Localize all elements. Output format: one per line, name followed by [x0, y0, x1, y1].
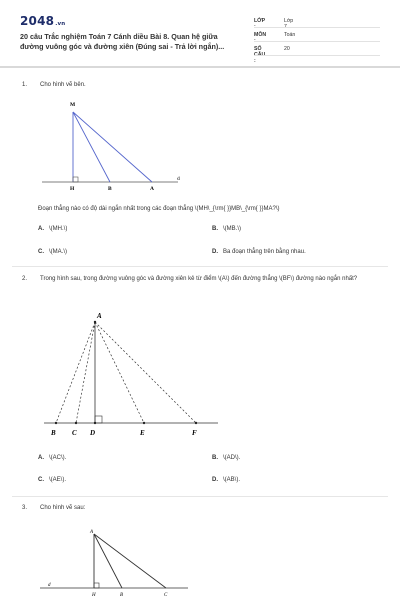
option-text: \(MB.\)	[223, 226, 241, 232]
point-label-b: B	[120, 593, 124, 598]
logo-suffix: .vn	[55, 21, 66, 27]
option-letter: A.	[38, 455, 44, 461]
segment-ae	[95, 322, 144, 423]
point-label-e: E	[140, 429, 145, 437]
question-divider	[12, 496, 388, 497]
option-text: \(AB\).	[223, 477, 241, 483]
meta-count-label: SỐ :	[254, 46, 262, 64]
document-title: 20 câu Trắc nghiệm Toán 7 Cánh diều Bài 8. Quan hệ giữa đường vuông góc và đường xiên (Đúng sai - Trả lời ngắn)...	[20, 32, 225, 51]
meta-subject-value: Toán	[284, 32, 296, 38]
point-c	[75, 422, 77, 424]
option-letter: B.	[212, 226, 218, 232]
option-b[interactable]	[212, 455, 240, 461]
segment-mb	[73, 112, 110, 182]
option-text: \(MH.\)	[49, 226, 68, 232]
option-letter: D.	[212, 249, 218, 255]
logo-text: 2048	[20, 14, 55, 28]
question-intro: Cho hình vẽ bên.	[40, 82, 86, 88]
point-label-h: H	[92, 593, 96, 598]
point-a	[94, 321, 96, 323]
segment-ac	[94, 534, 166, 588]
option-d[interactable]	[212, 249, 306, 255]
option-a[interactable]	[38, 226, 67, 232]
point-label-f: F	[192, 429, 197, 437]
point-label-d: D	[90, 429, 96, 437]
point-label-m: M	[70, 102, 76, 108]
segment-ma	[73, 112, 152, 182]
point-label-a: A	[150, 186, 154, 192]
question-prompt: Cho hình vẽ sau:	[40, 505, 86, 511]
option-text: \(AC\).	[49, 455, 67, 461]
right-angle-mark	[94, 583, 99, 588]
point-label-b: B	[51, 429, 56, 437]
option-letter: B.	[212, 455, 218, 461]
line-label-d: d	[48, 583, 51, 588]
figure-1	[0, 0, 400, 200]
segment-ac	[76, 322, 95, 423]
option-text: \(AE\).	[49, 477, 67, 483]
option-letter: A.	[38, 226, 44, 232]
option-b[interactable]	[212, 226, 241, 232]
point-label-b: B	[108, 186, 112, 192]
option-d[interactable]	[212, 477, 240, 483]
question-number: 1.	[22, 82, 28, 88]
figure-2	[0, 300, 400, 445]
option-text: \(AD\).	[223, 455, 241, 461]
question-prompt: Đoạn thẳng nào có độ dài ngắn nhất trong các đoạn thẳng \(MH\_{\rm{ }}MB\_{\rm{ }}MA?\)	[38, 206, 280, 212]
point-d	[94, 422, 96, 424]
question-number: 3.	[22, 505, 28, 511]
option-text: \(MA.\)	[49, 249, 67, 255]
option-letter: C.	[38, 249, 44, 255]
meta-grade-label: LỚP	[254, 18, 265, 24]
option-c[interactable]	[38, 249, 67, 255]
right-angle-mark	[95, 416, 102, 423]
line-label-d: d	[177, 176, 180, 182]
meta-grade-value: Lớp	[284, 18, 294, 24]
segment-ab	[56, 322, 95, 423]
meta-subject-label: MÔN	[254, 32, 267, 38]
question-number: 2.	[22, 276, 28, 282]
point-label-h: H	[70, 186, 75, 192]
segment-af	[95, 322, 196, 423]
option-letter: C.	[38, 477, 44, 483]
option-letter: D.	[212, 477, 218, 483]
point-label-a: A	[97, 312, 102, 320]
point-b	[55, 422, 57, 424]
question-divider	[12, 266, 388, 267]
segment-ab	[94, 534, 122, 588]
point-f	[195, 422, 197, 424]
meta-count-value: 20	[284, 46, 290, 52]
figure-3	[0, 520, 400, 600]
option-text: Ba đoạn thẳng trên bằng nhau.	[223, 249, 306, 255]
right-angle-mark	[73, 177, 78, 182]
point-label-c: C	[164, 593, 168, 598]
point-label-c: C	[72, 429, 77, 437]
option-a[interactable]	[38, 455, 66, 461]
option-c[interactable]	[38, 477, 66, 483]
point-label-a: A	[90, 530, 94, 535]
point-e	[143, 422, 145, 424]
question-prompt: Trong hình sau, trong đường vuông góc và đường xiên kẻ từ điểm \(A\) đến đường thẳng \(BF\) đường nào ngắn nhất?	[40, 276, 358, 282]
